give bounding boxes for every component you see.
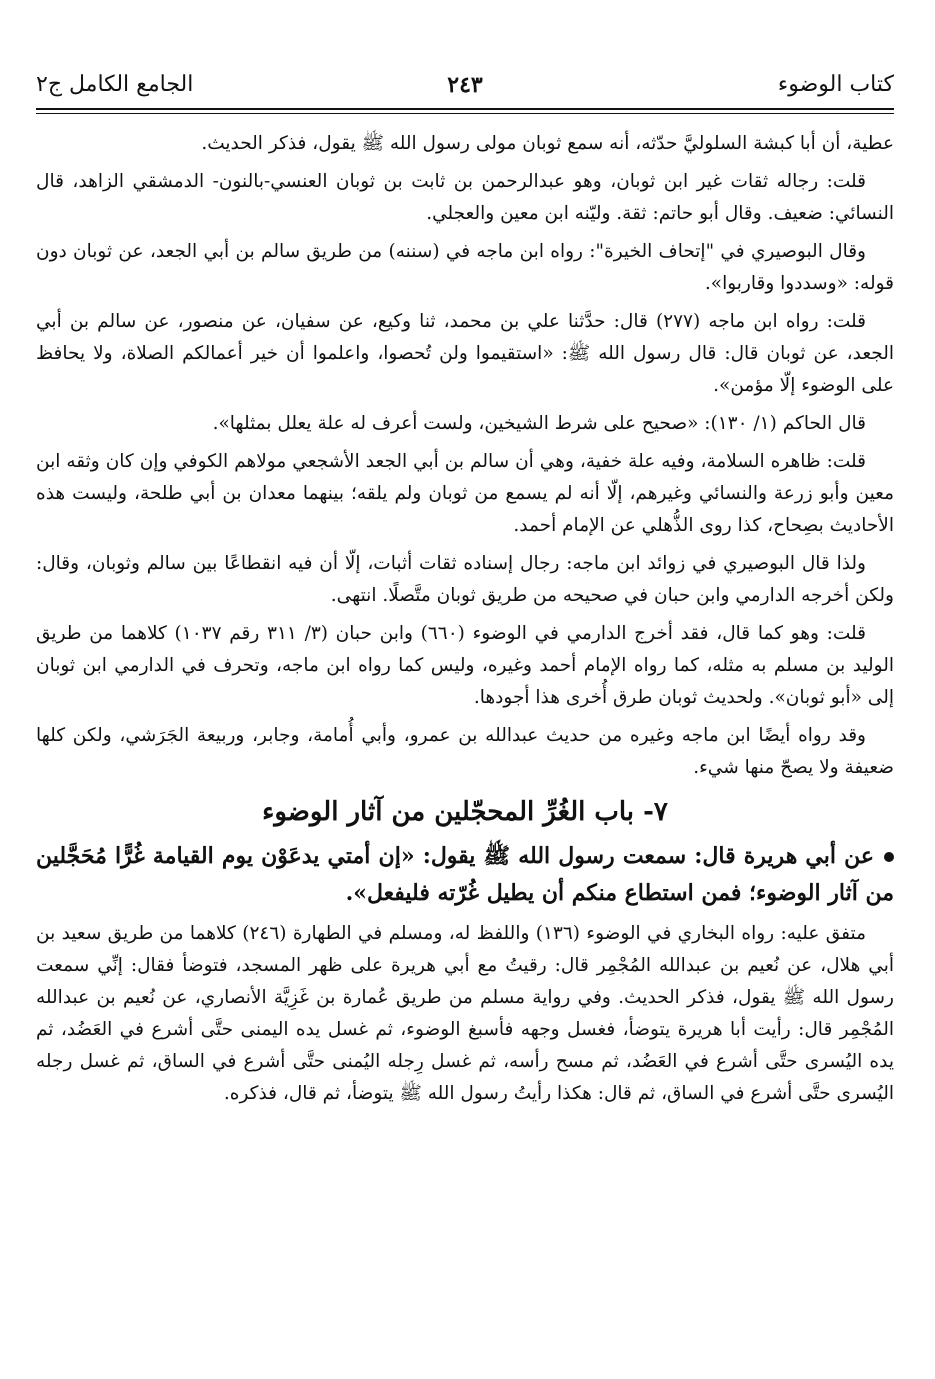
- paragraph: قلت: رواه ابن ماجه (٢٧٧) قال: حدَّثنا علي بن محمد، ثنا وكيع، عن سفيان، عن منصور، عن سالم بن أبي الجعد، عن ثوبان قال: قال رسول الله ﷺ: «استقيموا ولن تُحصوا، واعلموا أن خير أعمالكم الصلاة، ولا يحافظ على الوضوء إلّا مؤمن».: [36, 311, 894, 396]
- page-content: [36, 128, 894, 1110]
- paragraph: قال الحاكم (١/ ١٣٠): «صحيح على شرط الشيخين، ولست أعرف له علة يعلل بمثلها».: [212, 413, 866, 434]
- paragraph: قلت: ظاهره السلامة، وفيه علة خفية، وهي أن سالم بن أبي الجعد الأشجعي مولاهم الكوفي وإن كان وثقه ابن معين وأبو زرعة والنسائي وغيرهم، إلّا أنه لم يسمع من ثوبان ولم يلقه؛ بينهما معدان بن أبي طلحة، وليست هذه الأحاديث بصِحاح، كذا روى الذُّهلي عن الإمام أحمد.: [36, 451, 894, 536]
- commentary-paragraph: متفق عليه: رواه البخاري في الوضوء (١٣٦) واللفظ له، ومسلم في الطهارة (٢٤٦) كلاهما من طريق سعيد بن أبي هلال، عن نُعيم بن عبدالله المُجْمِر قال: رقيتُ مع أبي هريرة على ظهر المسجد، فتوضأ فقال: إنِّي سمعت رسول الله ﷺ يقول، فذكر الحديث. وفي رواية مسلم من طريق عُمارة بن غَزِيَّة الأنصاري، عن نُعيم بن عبدالله المُجْمِر قال: رأيت أبا هريرة يتوضأ، فغسل وجهه فأسبغ الوضوء، ثم غسل يده اليمنى حتَّى أشرع في العَضُد، ثم يده اليُسرى حتَّى أشرع في العَضُد، ثم مسح رأسه، ثم غسل رِجله اليُمنى حتَّى أشرع في الساق، ثم غسل رجله اليُسرى حتَّى أشرع في الساق، ثم قال: هكذا رأيتُ رسول الله ﷺ يتوضأ، ثم قال، فذكره.: [36, 923, 894, 1104]
- book-page: [36, 66, 894, 1116]
- page-header: [36, 66, 894, 104]
- page-number: ٢٤٣: [447, 72, 483, 98]
- bullet-icon: [884, 852, 894, 862]
- header-rule: [36, 108, 894, 114]
- book-section-label: كتاب الوضوء: [777, 72, 894, 97]
- book-title-label: الجامع الكامل ج٢: [36, 72, 194, 97]
- chapter-title: ٧- باب الغُرِّ المحجّلين من آثار الوضوء: [262, 797, 668, 827]
- hadith-text: [36, 838, 894, 912]
- paragraph: قلت: وهو كما قال، فقد أخرج الدارمي في الوضوء (٦٦٠) وابن حبان (٣/ ٣١١ رقم ١٠٣٧) كلاهما من طريق الوليد بن مسلم به مثله، كما رواه الإمام أحمد وغيره، وليس كما رواه ابن ماجه، وتحرف في الدارمي ابن ثوبان إلى «أبو ثوبان». ولحديث ثوبان طرق أُخرى هذا أجودها.: [36, 623, 894, 708]
- paragraph: وقال البوصيري في "إتحاف الخيرة": رواه ابن ماجه في (سننه) من طريق سالم بن أبي الجعد، عن ثوبان دون قوله: «وسددوا وقاربوا».: [36, 241, 894, 294]
- paragraph: عطية، أن أبا كبشة السلوليَّ حدّثه، أنه سمع ثوبان مولى رسول الله ﷺ يقول، فذكر الحديث.: [201, 133, 894, 154]
- paragraph: ولذا قال البوصيري في زوائد ابن ماجه: رجال إسناده ثقات أثبات، إلّا أن فيه انقطاعًا بين سالم وثوبان، وقال: ولكن أخرجه الدارمي وابن حبان في صحيحه من طريق ثوبان متَّصلًا. انتهى.: [36, 553, 894, 606]
- paragraph: قلت: رجاله ثقات غير ابن ثوبان، وهو عبدالرحمن بن ثابت بن ثوبان العنسي-بالنون- الدمشقي الزاهد، قال النسائي: ضعيف. وقال أبو حاتم: ثقة. وليّنه ابن معين والعجلي.: [36, 171, 894, 224]
- paragraph: وقد رواه أيضًا ابن ماجه وغيره من حديث عبدالله بن عمرو، وأبي أُمامة، وجابر، وربيعة الجَرَشي، ولكن كلها ضعيفة ولا يصحّ منها شيء.: [36, 725, 894, 778]
- hadith-body: عن أبي هريرة قال: سمعت رسول الله ﷺ يقول: «إن أمتي يدعَوْن يوم القيامة غُرًّا مُحَجَّلين من آثار الوضوء؛ فمن استطاع منكم أن يطيل غُرّته فليفعل».: [36, 843, 894, 906]
